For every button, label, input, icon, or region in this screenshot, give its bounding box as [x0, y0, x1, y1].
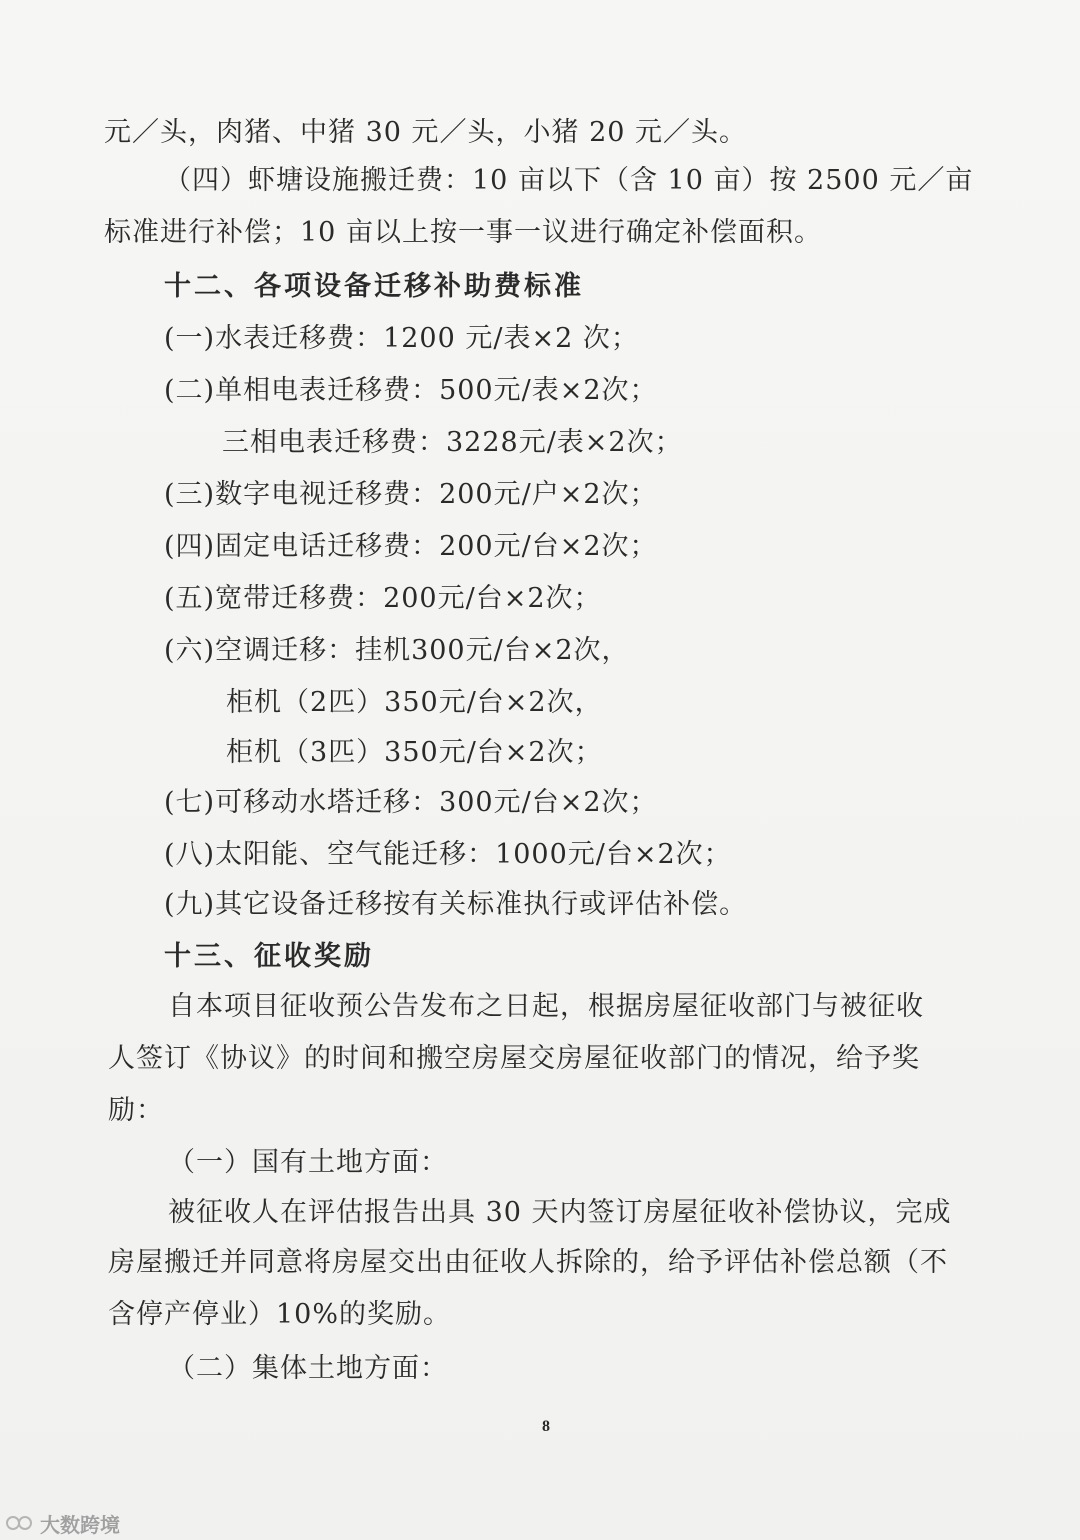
- paragraph-line-6: 励：: [108, 1095, 164, 1126]
- list-item-7: (七)可移动水塔迁移：300元/台×2次；: [164, 787, 658, 818]
- paragraph-line-7: 被征收人在评估报告出具 30 天内签订房屋征收补偿协议，完成: [168, 1197, 952, 1228]
- list-item-2b: 三相电表迁移费：3228元/表×2次；: [222, 427, 683, 458]
- paragraph-line-9: 含停产停业）10%的奖励。: [108, 1299, 452, 1330]
- paragraph-line-3: 标准进行补偿；10 亩以上按一事一议进行确定补偿面积。: [104, 217, 822, 248]
- list-item-1: (一)水表迁移费：1200 元/表×2 次；: [164, 323, 639, 354]
- list-item-3: (三)数字电视迁移费：200元/户×2次；: [164, 479, 658, 510]
- list-item-4: (四)固定电话迁移费：200元/台×2次；: [164, 531, 658, 562]
- list-item-6: (六)空调迁移：挂机300元/台×2次，: [164, 635, 630, 666]
- subsection-heading-1: （一）国有土地方面：: [168, 1147, 448, 1178]
- section-heading-13: 十三、征收奖励: [164, 941, 374, 972]
- paragraph-line-5: 人签订《协议》的时间和搬空房屋交房屋征收部门的情况，给予奖: [108, 1043, 920, 1074]
- paragraph-line-4: 自本项目征收预公告发布之日起，根据房屋征收部门与被征收: [168, 991, 924, 1022]
- paragraph-line-8: 房屋搬迁并同意将房屋交出由征收人拆除的，给予评估补偿总额（不: [108, 1247, 948, 1278]
- list-item-6b: 柜机（2匹）350元/台×2次，: [226, 687, 603, 718]
- watermark-text: 大数跨境: [40, 1512, 120, 1537]
- paragraph-line-2: （四）虾塘设施搬迁费：10 亩以下（含 10 亩）按 2500 元／亩: [164, 165, 974, 196]
- list-item-5: (五)宽带迁移费：200元/台×2次；: [164, 583, 602, 614]
- paragraph-line-1: 元／头，肉猪、中猪 30 元／头，小猪 20 元／头。: [104, 117, 748, 148]
- section-heading-12: 十二、各项设备迁移补助费标准: [164, 271, 584, 302]
- list-item-2: (二)单相电表迁移费：500元/表×2次；: [164, 375, 658, 406]
- subsection-heading-2: （二）集体土地方面：: [168, 1353, 448, 1384]
- list-item-6c: 柜机（3匹）350元/台×2次；: [226, 737, 603, 768]
- list-item-8: (八)太阳能、空气能迁移：1000元/台×2次；: [164, 839, 732, 870]
- watermark: [6, 1510, 120, 1536]
- page-number: 8: [542, 1418, 550, 1435]
- list-item-9: (九)其它设备迁移按有关标准执行或评估补偿。: [164, 889, 748, 920]
- brand-logo-icon: [6, 1513, 36, 1533]
